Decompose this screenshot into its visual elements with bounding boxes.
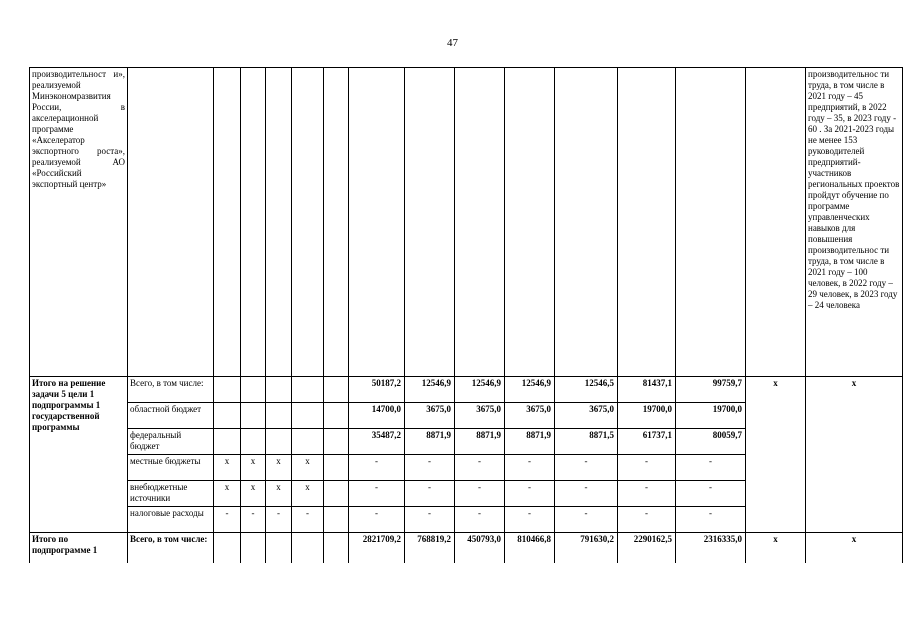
value-cell: - (349, 455, 405, 481)
value-cell: 81437,1 (618, 377, 676, 403)
source-label: налоговые расходы (128, 507, 214, 533)
value-cell: - (618, 507, 676, 533)
table-row: налоговые расходы - - - - - - - - - - - (30, 507, 903, 533)
value-cell: 12546,9 (405, 377, 455, 403)
value-cell: 8871,9 (455, 429, 505, 455)
value-cell: 12546,9 (505, 377, 555, 403)
value-cell: 2821709,2 (349, 533, 405, 563)
value-cell: - (455, 507, 505, 533)
value-cell: - (618, 455, 676, 481)
value-cell: 810466,8 (505, 533, 555, 563)
value-cell: - (676, 481, 746, 507)
value-cell: 3675,0 (555, 403, 618, 429)
value-cell: 768819,2 (405, 533, 455, 563)
value-cell: 35487,2 (349, 429, 405, 455)
value-cell: - (455, 455, 505, 481)
value-cell: - (505, 455, 555, 481)
value-cell: 19700,0 (676, 403, 746, 429)
value-cell: 61737,1 (618, 429, 676, 455)
source-label: федеральный бюджет (128, 429, 214, 455)
table-row: внебюджетные источники х х х х - - - - - - - (30, 481, 903, 507)
value-cell: 3675,0 (455, 403, 505, 429)
source-label: внебюджетные источники (128, 481, 214, 507)
value-cell: 8871,9 (405, 429, 455, 455)
source-label: местные бюджеты (128, 455, 214, 481)
page-number: 47 (447, 37, 458, 49)
value-cell: - (405, 481, 455, 507)
value-cell: - (676, 507, 746, 533)
value-cell: 12546,5 (555, 377, 618, 403)
measure-notes: производительнос ти труда, в том числе в 2021 году – 45 предприятий, в 2022 году – 35, в 2023 году - 60 . За 2021-2023 годы не менее 153 руководителей предприятий-участников региональных проектов пройдут обучение по программе управленческих навыков для повышения производительнос ти труда, в том числе в 2021 году – 100 человек, в 2022 году – 29 человек, в 2023 году – 24 человека (806, 68, 903, 377)
x-mark: х (806, 533, 903, 563)
value-cell: - (349, 507, 405, 533)
value-cell: 19700,0 (618, 403, 676, 429)
table-row (30, 533, 903, 563)
value-cell: 2290162,5 (618, 533, 676, 563)
value-cell: - (555, 507, 618, 533)
value-cell: - (349, 481, 405, 507)
budget-table (29, 67, 903, 563)
value-cell: - (405, 455, 455, 481)
value-cell: 12546,9 (455, 377, 505, 403)
x-mark: х (746, 533, 806, 563)
value-cell: 8871,9 (505, 429, 555, 455)
source-label: областной бюджет (128, 403, 214, 429)
value-cell: 99759,7 (676, 377, 746, 403)
value-cell: - (405, 507, 455, 533)
value-cell: 14700,0 (349, 403, 405, 429)
value-cell: 80059,7 (676, 429, 746, 455)
value-cell: - (505, 507, 555, 533)
table-row (30, 377, 903, 403)
source-label: Всего, в том числе: (128, 533, 214, 563)
source-label: Всего, в том числе: (128, 377, 214, 403)
value-cell: 2316335,0 (676, 533, 746, 563)
task5-total-label: Итого на решение задачи 5 цели 1 подпрограммы 1 государственной программы (30, 377, 128, 533)
table-row: местные бюджеты х х х х - - - - - - - (30, 455, 903, 481)
value-cell: 3675,0 (405, 403, 455, 429)
x-mark: х (806, 377, 903, 533)
value-cell: - (455, 481, 505, 507)
x-mark: х (746, 377, 806, 533)
measure-description: производительност и», реализуемой Минэкономразвития России, в акселерационной программе «Акселератор экспортного роста», реализуемой АО «Российский экспортный центр» (30, 68, 128, 377)
value-cell: 8871,5 (555, 429, 618, 455)
value-cell: - (676, 455, 746, 481)
subprogram-total-label: Итого по подпрограмме 1 (30, 533, 128, 563)
value-cell: - (618, 481, 676, 507)
value-cell: 50187,2 (349, 377, 405, 403)
value-cell: - (505, 481, 555, 507)
continuation-row (30, 68, 903, 377)
value-cell: - (555, 455, 618, 481)
value-cell: 3675,0 (505, 403, 555, 429)
value-cell: 791630,2 (555, 533, 618, 563)
value-cell: 450793,0 (455, 533, 505, 563)
value-cell: - (555, 481, 618, 507)
